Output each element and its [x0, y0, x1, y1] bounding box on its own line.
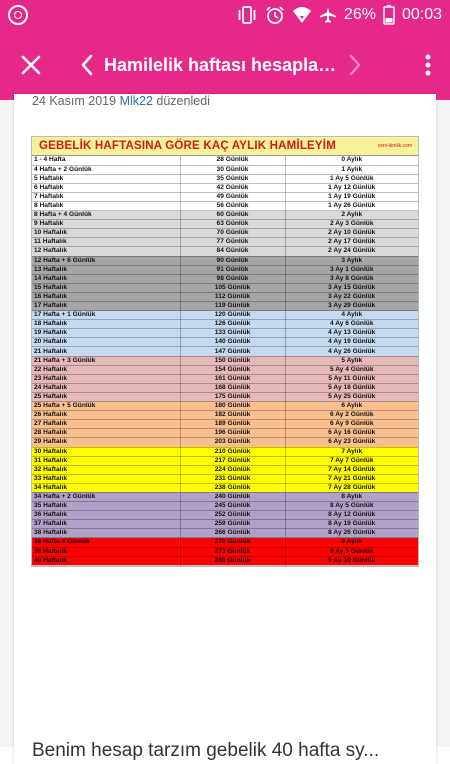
- table-row: [32, 529, 418, 538]
- battery-percent: 26%: [343, 6, 376, 23]
- months-cell: 2 Ay 3 Günlük: [285, 220, 418, 229]
- clock: 00:03: [401, 6, 442, 23]
- table-row: [32, 192, 418, 201]
- months-cell: 5 Ay 4 Günlük: [285, 365, 418, 374]
- week-cell: 40 Haftalık: [32, 556, 180, 565]
- days-cell: 56 Günlük: [180, 201, 285, 210]
- table-row: [32, 456, 418, 465]
- table-row: [32, 356, 418, 365]
- days-cell: 42 Günlük: [180, 183, 285, 192]
- months-cell: 8 Aylık: [285, 492, 418, 501]
- table-row: [32, 220, 418, 229]
- months-cell: 3 Ay 1 Günlük: [285, 265, 418, 274]
- months-cell: 6 Aylık: [285, 402, 418, 411]
- days-cell: 273 Günlük: [180, 547, 285, 556]
- week-cell: 1 - 4 Hafta: [32, 156, 180, 165]
- months-cell: 4 Ay 6 Günlük: [285, 320, 418, 329]
- week-cell: 39 Haftalık: [32, 547, 180, 556]
- days-cell: 49 Günlük: [180, 192, 285, 201]
- days-cell: 266 Günlük: [180, 529, 285, 538]
- days-cell: 203 Günlük: [180, 438, 285, 447]
- table-row: [32, 211, 418, 220]
- week-cell: 31 Haftalık: [32, 456, 180, 465]
- days-cell: 180 Günlük: [180, 402, 285, 411]
- table-row: [32, 374, 418, 383]
- months-cell: 1 Ay 12 Günlük: [285, 183, 418, 192]
- week-cell: 12 Haftalık: [32, 247, 180, 256]
- close-button[interactable]: [6, 40, 56, 90]
- months-cell: 8 Ay 5 Günlük: [285, 502, 418, 511]
- table-row: [32, 156, 418, 165]
- pregnancy-table: [32, 156, 418, 566]
- week-cell: 17 Hafta + 1 Günlük: [32, 311, 180, 320]
- week-cell: 17 Haftalık: [32, 302, 180, 311]
- table-row: [32, 383, 418, 392]
- table-row: [32, 292, 418, 301]
- days-cell: 90 Günlük: [180, 256, 285, 265]
- table-row: [32, 392, 418, 401]
- week-cell: 9 Haftalık: [32, 220, 180, 229]
- forward-button[interactable]: [340, 40, 370, 90]
- months-cell: 3 Ay 15 Günlük: [285, 283, 418, 292]
- table-row: [32, 447, 418, 456]
- alarm-icon: [265, 5, 285, 25]
- months-cell: 8 Ay 26 Günlük: [285, 529, 418, 538]
- months-cell: 9 Aylık: [285, 538, 418, 547]
- week-cell: 24 Haftalık: [32, 383, 180, 392]
- days-cell: 120 Günlük: [180, 311, 285, 320]
- months-cell: 6 Ay 16 Günlük: [285, 429, 418, 438]
- table-site: yeni-kimlik.com: [377, 143, 412, 149]
- table-row: [32, 283, 418, 292]
- table-row: [32, 547, 418, 556]
- week-cell: 27 Haftalık: [32, 420, 180, 429]
- table-row: [32, 302, 418, 311]
- table-title: GEBELİK HAFTASINA GÖRE KAÇ AYLIK HAMİLEYİM: [39, 140, 336, 152]
- days-cell: 168 Günlük: [180, 383, 285, 392]
- days-cell: 217 Günlük: [180, 456, 285, 465]
- week-cell: 5 Haftalık: [32, 174, 180, 183]
- table-row: [32, 201, 418, 210]
- days-cell: 84 Günlük: [180, 247, 285, 256]
- days-cell: 112 Günlük: [180, 292, 285, 301]
- week-cell: 16 Haftalık: [32, 292, 180, 301]
- days-cell: 231 Günlük: [180, 474, 285, 483]
- months-cell: 9 Ay 10 Günlük: [285, 556, 418, 565]
- months-cell: 0 Aylık: [285, 156, 418, 165]
- table-row: [32, 474, 418, 483]
- table-row: [32, 511, 418, 520]
- months-cell: 2 Ay 24 Günlük: [285, 247, 418, 256]
- days-cell: 98 Günlük: [180, 274, 285, 283]
- table-row: [32, 438, 418, 447]
- days-cell: 270 Günlük: [180, 538, 285, 547]
- days-cell: 119 Günlük: [180, 302, 285, 311]
- months-cell: 8 Ay 12 Günlük: [285, 511, 418, 520]
- table-row: [32, 365, 418, 374]
- table-row: [32, 492, 418, 501]
- days-cell: 196 Günlük: [180, 429, 285, 438]
- week-cell: 25 Hafta + 5 Günlük: [32, 402, 180, 411]
- table-row: [32, 338, 418, 347]
- week-cell: 34 Haftalık: [32, 483, 180, 492]
- days-cell: 252 Günlük: [180, 511, 285, 520]
- week-cell: 10 Haftalık: [32, 229, 180, 238]
- days-cell: 63 Günlük: [180, 220, 285, 229]
- days-cell: 175 Günlük: [180, 392, 285, 401]
- week-cell: 13 Haftalık: [32, 265, 180, 274]
- back-icon: [80, 54, 94, 76]
- table-row: [32, 411, 418, 420]
- table-row: [32, 420, 418, 429]
- months-cell: 1 Aylık: [285, 165, 418, 174]
- days-cell: 224 Günlük: [180, 465, 285, 474]
- app-bar: [0, 30, 450, 100]
- days-cell: 133 Günlük: [180, 329, 285, 338]
- table-row: [32, 556, 418, 565]
- days-cell: 189 Günlük: [180, 420, 285, 429]
- week-cell: 7 Haftalık: [32, 192, 180, 201]
- week-cell: 38 Hafta 4 Günlük: [32, 538, 180, 547]
- days-cell: 126 Günlük: [180, 320, 285, 329]
- table-row: [32, 256, 418, 265]
- days-cell: 240 Günlük: [180, 492, 285, 501]
- table-row: [32, 538, 418, 547]
- days-cell: 280 Günlük: [180, 556, 285, 565]
- week-cell: 26 Haftalık: [32, 411, 180, 420]
- days-cell: 60 Günlük: [180, 211, 285, 220]
- week-cell: 18 Haftalık: [32, 320, 180, 329]
- months-cell: 2 Ay 10 Günlük: [285, 229, 418, 238]
- months-cell: 3 Ay 22 Günlük: [285, 292, 418, 301]
- days-cell: 140 Günlük: [180, 338, 285, 347]
- week-cell: 35 Haftalık: [32, 502, 180, 511]
- week-cell: 37 Haftalık: [32, 520, 180, 529]
- week-cell: 32 Haftalık: [32, 465, 180, 474]
- table-row: [32, 165, 418, 174]
- table-row: [32, 265, 418, 274]
- week-cell: 11 Haftalık: [32, 238, 180, 247]
- week-cell: 8 Haftalık: [32, 201, 180, 210]
- table-row: [32, 347, 418, 356]
- week-cell: 33 Haftalık: [32, 474, 180, 483]
- days-cell: 161 Günlük: [180, 374, 285, 383]
- days-cell: 182 Günlük: [180, 411, 285, 420]
- airplane-icon: [319, 6, 337, 24]
- months-cell: 3 Ay 29 Günlük: [285, 302, 418, 311]
- months-cell: 6 Ay 2 Günlük: [285, 411, 418, 420]
- months-cell: 1 Ay 26 Günlük: [285, 201, 418, 210]
- table-row: [32, 465, 418, 474]
- months-cell: 2 Ay 17 Günlük: [285, 238, 418, 247]
- week-cell: 30 Haftalık: [32, 447, 180, 456]
- table-row: [32, 274, 418, 283]
- status-icons: [236, 5, 442, 25]
- months-cell: 7 Ay 21 Günlük: [285, 474, 418, 483]
- week-cell: 21 Hafta + 3 Günlük: [32, 356, 180, 365]
- days-cell: 105 Günlük: [180, 283, 285, 292]
- week-cell: 12 Hafta + 6 Günlük: [32, 256, 180, 265]
- edit-meta: [32, 94, 210, 108]
- months-cell: 4 Ay 26 Günlük: [285, 347, 418, 356]
- week-cell: 20 Haftalık: [32, 338, 180, 347]
- status-bar: [0, 0, 450, 30]
- table-title-bar: [32, 137, 418, 156]
- months-cell: 8 Ay 19 Günlük: [285, 520, 418, 529]
- week-cell: 21 Haftalık: [32, 347, 180, 356]
- forward-icon: [348, 54, 362, 76]
- page-title: Hamilelik haftası hesapla…: [104, 54, 337, 75]
- table-row: [32, 247, 418, 256]
- months-cell: 4 Ay 19 Günlük: [285, 338, 418, 347]
- table-row: [32, 238, 418, 247]
- close-icon: [21, 55, 41, 75]
- days-cell: 238 Günlük: [180, 483, 285, 492]
- table-row: [32, 402, 418, 411]
- months-cell: 5 Ay 25 Günlük: [285, 392, 418, 401]
- week-cell: 25 Haftalık: [32, 392, 180, 401]
- days-cell: 91 Günlük: [180, 265, 285, 274]
- days-cell: 154 Günlük: [180, 365, 285, 374]
- vibrate-icon: [236, 6, 258, 24]
- days-cell: 150 Günlük: [180, 356, 285, 365]
- table-row: [32, 183, 418, 192]
- web-content[interactable]: [0, 94, 450, 761]
- week-cell: 36 Haftalık: [32, 511, 180, 520]
- days-cell: 35 Günlük: [180, 174, 285, 183]
- days-cell: 30 Günlük: [180, 165, 285, 174]
- battery-icon: [383, 5, 395, 25]
- days-cell: 147 Günlük: [180, 347, 285, 356]
- week-cell: 8 Hafta + 4 Günlük: [32, 211, 180, 220]
- more-vert-icon: [425, 54, 431, 76]
- week-cell: 28 Haftalık: [32, 429, 180, 438]
- week-cell: 34 Hafta + 2 Günlük: [32, 492, 180, 501]
- article-text: Benim hesap tarzım gebelik 40 hafta sy...: [32, 740, 380, 761]
- table-row: [32, 520, 418, 529]
- months-cell: 7 Ay 7 Günlük: [285, 456, 418, 465]
- author-link[interactable]: Mlk22: [119, 94, 153, 108]
- days-cell: 210 Günlük: [180, 447, 285, 456]
- week-cell: 23 Haftalık: [32, 374, 180, 383]
- edit-suffix: düzenledi: [156, 94, 210, 108]
- months-cell: 4 Aylık: [285, 311, 418, 320]
- edit-date: 24 Kasım 2019: [32, 94, 117, 108]
- week-cell: 22 Haftalık: [32, 365, 180, 374]
- week-cell: 15 Haftalık: [32, 283, 180, 292]
- more-options-button[interactable]: [410, 40, 446, 90]
- week-cell: 4 Hafta + 2 Günlük: [32, 165, 180, 174]
- months-cell: 4 Ay 13 Günlük: [285, 329, 418, 338]
- table-row: [32, 429, 418, 438]
- months-cell: 7 Ay 28 Günlük: [285, 483, 418, 492]
- months-cell: 7 Aylık: [285, 447, 418, 456]
- app-notification-icon: [8, 5, 28, 25]
- months-cell: 1 Ay 19 Günlük: [285, 192, 418, 201]
- days-cell: 77 Günlük: [180, 238, 285, 247]
- week-cell: 6 Haftalık: [32, 183, 180, 192]
- days-cell: 245 Günlük: [180, 502, 285, 511]
- week-cell: 29 Haftalık: [32, 438, 180, 447]
- table-row: [32, 483, 418, 492]
- week-cell: 19 Haftalık: [32, 329, 180, 338]
- months-cell: 7 Ay 14 Günlük: [285, 465, 418, 474]
- months-cell: 6 Ay 23 Günlük: [285, 438, 418, 447]
- days-cell: 28 Günlük: [180, 156, 285, 165]
- back-button[interactable]: [72, 40, 102, 90]
- wifi-icon: [292, 6, 312, 24]
- months-cell: 3 Aylık: [285, 256, 418, 265]
- months-cell: 5 Ay 11 Günlük: [285, 374, 418, 383]
- pregnancy-table-image[interactable]: [31, 136, 419, 567]
- table-row: [32, 502, 418, 511]
- months-cell: 5 Ay 18 Günlük: [285, 383, 418, 392]
- table-row: [32, 174, 418, 183]
- article-card: [14, 94, 436, 764]
- months-cell: 3 Ay 8 Günlük: [285, 274, 418, 283]
- months-cell: 1 Ay 5 Günlük: [285, 174, 418, 183]
- months-cell: 9 Ay 3 Günlük: [285, 547, 418, 556]
- table-row: [32, 320, 418, 329]
- months-cell: 5 Aylık: [285, 356, 418, 365]
- table-row: [32, 329, 418, 338]
- months-cell: 2 Aylık: [285, 211, 418, 220]
- table-row: [32, 229, 418, 238]
- table-row: [32, 311, 418, 320]
- months-cell: 6 Ay 9 Günlük: [285, 420, 418, 429]
- week-cell: 14 Haftalık: [32, 274, 180, 283]
- week-cell: 38 Haftalık: [32, 529, 180, 538]
- days-cell: 259 Günlük: [180, 520, 285, 529]
- days-cell: 70 Günlük: [180, 229, 285, 238]
